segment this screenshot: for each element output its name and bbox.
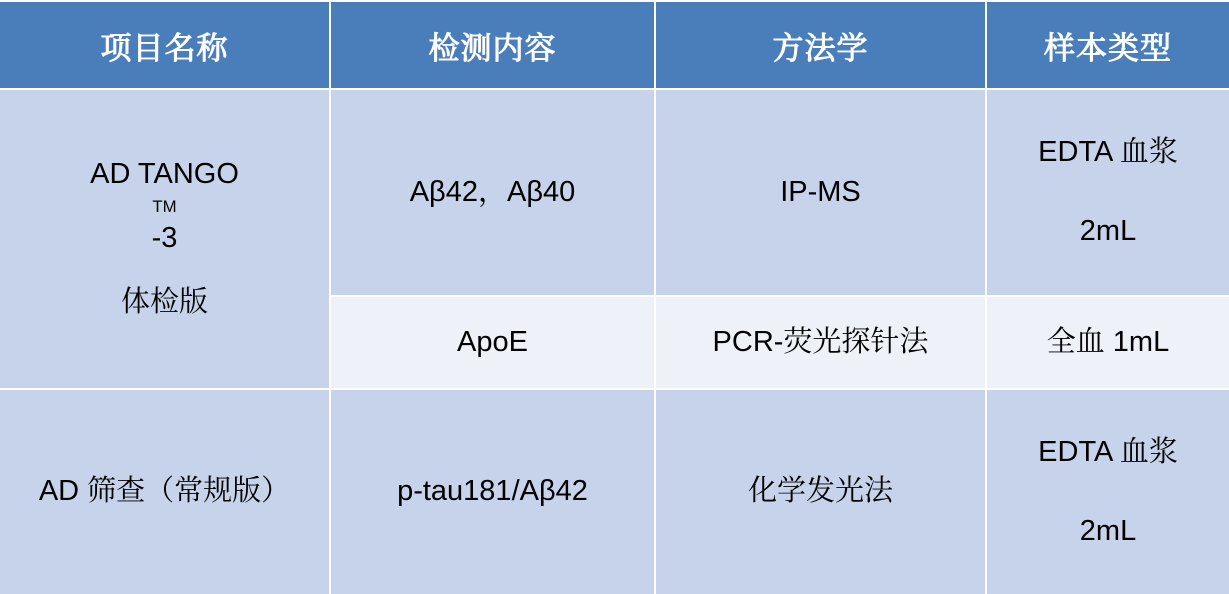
project-name-prefix: AD TANGO bbox=[90, 158, 239, 191]
table-row bbox=[0, 89, 1229, 296]
table-row bbox=[0, 389, 1229, 594]
cell-methodology-2: PCR-荧光探针法 bbox=[655, 296, 986, 389]
project-name-line1: AD TANGO TM -3 bbox=[6, 143, 323, 271]
table-header bbox=[0, 1, 1229, 89]
project-name-line2: 体检版 bbox=[120, 285, 208, 318]
sample-type-line1: EDTA 血浆 bbox=[1038, 435, 1178, 468]
column-header-project-name: 项目名称 bbox=[0, 1, 330, 89]
sample-type-line2: 2mL bbox=[1079, 514, 1137, 547]
project-name-suffix: -3 bbox=[151, 222, 178, 255]
header-row bbox=[0, 1, 1229, 89]
column-header-methodology: 方法学 bbox=[655, 1, 986, 89]
cell-test-content-3: p-tau181/Aβ42 bbox=[330, 389, 655, 594]
table-body bbox=[0, 89, 1229, 594]
cell-methodology-3: 化学发光法 bbox=[655, 389, 986, 594]
cell-test-content-1: Aβ42，Aβ40 bbox=[330, 89, 655, 296]
cell-project-name-2: AD 筛查（常规版） bbox=[0, 389, 330, 594]
column-header-sample-type: 样本类型 bbox=[986, 1, 1229, 89]
sample-type-line2: 2mL bbox=[1079, 215, 1137, 248]
cell-project-name-1 bbox=[0, 89, 330, 389]
cell-sample-type-1 bbox=[986, 89, 1229, 296]
cell-sample-type-2: 全血 1mL bbox=[986, 296, 1229, 389]
sample-type-line1: EDTA 血浆 bbox=[1038, 136, 1178, 169]
cell-methodology-1: IP-MS bbox=[655, 89, 986, 296]
cell-sample-type-3 bbox=[986, 389, 1229, 594]
column-header-test-content: 检测内容 bbox=[330, 1, 655, 89]
cell-test-content-2: ApoE bbox=[330, 296, 655, 389]
